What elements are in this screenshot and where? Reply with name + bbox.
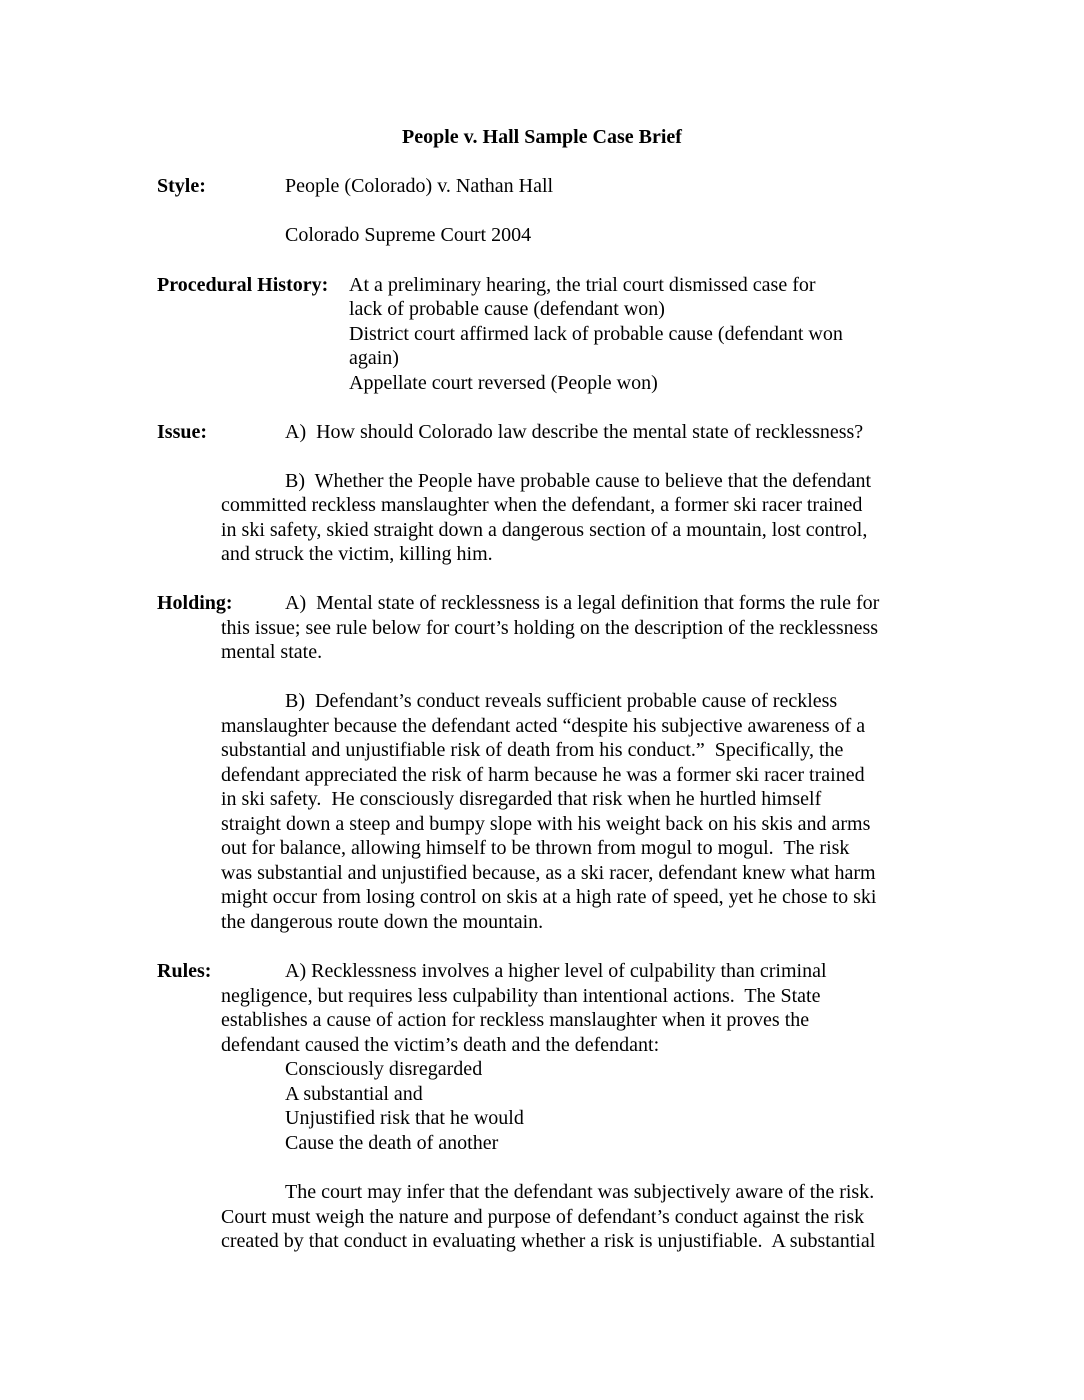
holding-b-line: substantial and unjustifiable risk of death from his conduct.” Specifically, the xyxy=(221,739,844,761)
procedural-history-line: again) xyxy=(349,347,399,369)
issue-b-line: and struck the victim, killing him. xyxy=(221,543,493,565)
procedural-history-line: lack of probable cause (defendant won) xyxy=(349,298,665,320)
holding-b-line: manslaughter because the defendant acted “despite his subjective awareness of a xyxy=(221,715,866,737)
holding-b-line: defendant appreciated the risk of harm because he was a former ski racer trained xyxy=(221,764,865,786)
rules-para2-line: The court may infer that the defendant was subjectively aware of the risk. xyxy=(285,1181,875,1203)
holding-b-line: straight down a steep and bumpy slope with his weight back on his skis and arms xyxy=(221,813,871,835)
holding-a-line: A) Mental state of recklessness is a legal definition that forms the rule for xyxy=(285,592,880,614)
procedural-history-line: At a preliminary hearing, the trial court dismissed case for xyxy=(349,274,816,296)
holding-b-line: the dangerous route down the mountain. xyxy=(221,911,544,933)
holding-b-line: was substantial and unjustified because, as a ski racer, defendant knew what harm xyxy=(221,862,876,884)
rules-element: Consciously disregarded xyxy=(285,1058,483,1080)
style-label: Style: xyxy=(157,175,206,197)
holding-b-line: might occur from losing control on skis at a high rate of speed, yet he chose to ski xyxy=(221,886,877,908)
holding-b-line: in ski safety. He consciously disregarded that risk when he hurtled himself xyxy=(221,788,822,810)
holding-a-line: this issue; see rule below for court’s holding on the description of the recklessness xyxy=(221,617,879,639)
style-line: People (Colorado) v. Nathan Hall xyxy=(285,175,554,197)
rules-element: Cause the death of another xyxy=(285,1132,499,1154)
holding-b-line: B) Defendant’s conduct reveals sufficient probable cause of reckless xyxy=(285,690,838,712)
issue-label: Issue: xyxy=(157,421,208,443)
rules-label: Rules: xyxy=(157,960,212,982)
procedural-history-line: District court affirmed lack of probable cause (defendant won xyxy=(349,323,843,345)
issue-a-line: A) How should Colorado law describe the mental state of recklessness? xyxy=(285,421,864,443)
holding-b-line: out for balance, allowing himself to be thrown from mogul to mogul. The risk xyxy=(221,837,850,859)
document-title: People v. Hall Sample Case Brief xyxy=(402,126,682,148)
holding-a-line: mental state. xyxy=(221,641,323,663)
rules-a-line: A) Recklessness involves a higher level of culpability than criminal xyxy=(285,960,827,982)
issue-b-line: in ski safety, skied straight down a dangerous section of a mountain, lost control, xyxy=(221,519,868,541)
issue-b-line: committed reckless manslaughter when the defendant, a former ski racer trained xyxy=(221,494,863,516)
rules-element: Unjustified risk that he would xyxy=(285,1107,524,1129)
rules-para2-line: Court must weigh the nature and purpose of defendant’s conduct against the risk xyxy=(221,1206,865,1228)
rules-element: A substantial and xyxy=(285,1083,423,1105)
procedural-history-line: Appellate court reversed (People won) xyxy=(349,372,658,394)
rules-a-line: establishes a cause of action for reckless manslaughter when it proves the xyxy=(221,1009,810,1031)
procedural-history-label: Procedural History: xyxy=(157,274,329,296)
style-line: Colorado Supreme Court 2004 xyxy=(285,224,532,246)
rules-para2-line: created by that conduct in evaluating whether a risk is unjustifiable. A substantial xyxy=(221,1230,876,1252)
issue-b-line: B) Whether the People have probable cause to believe that the defendant xyxy=(285,470,872,492)
holding-label: Holding: xyxy=(157,592,233,614)
rules-a-line: negligence, but requires less culpability than intentional actions. The State xyxy=(221,985,821,1007)
rules-a-line: defendant caused the victim’s death and the defendant: xyxy=(221,1034,660,1056)
